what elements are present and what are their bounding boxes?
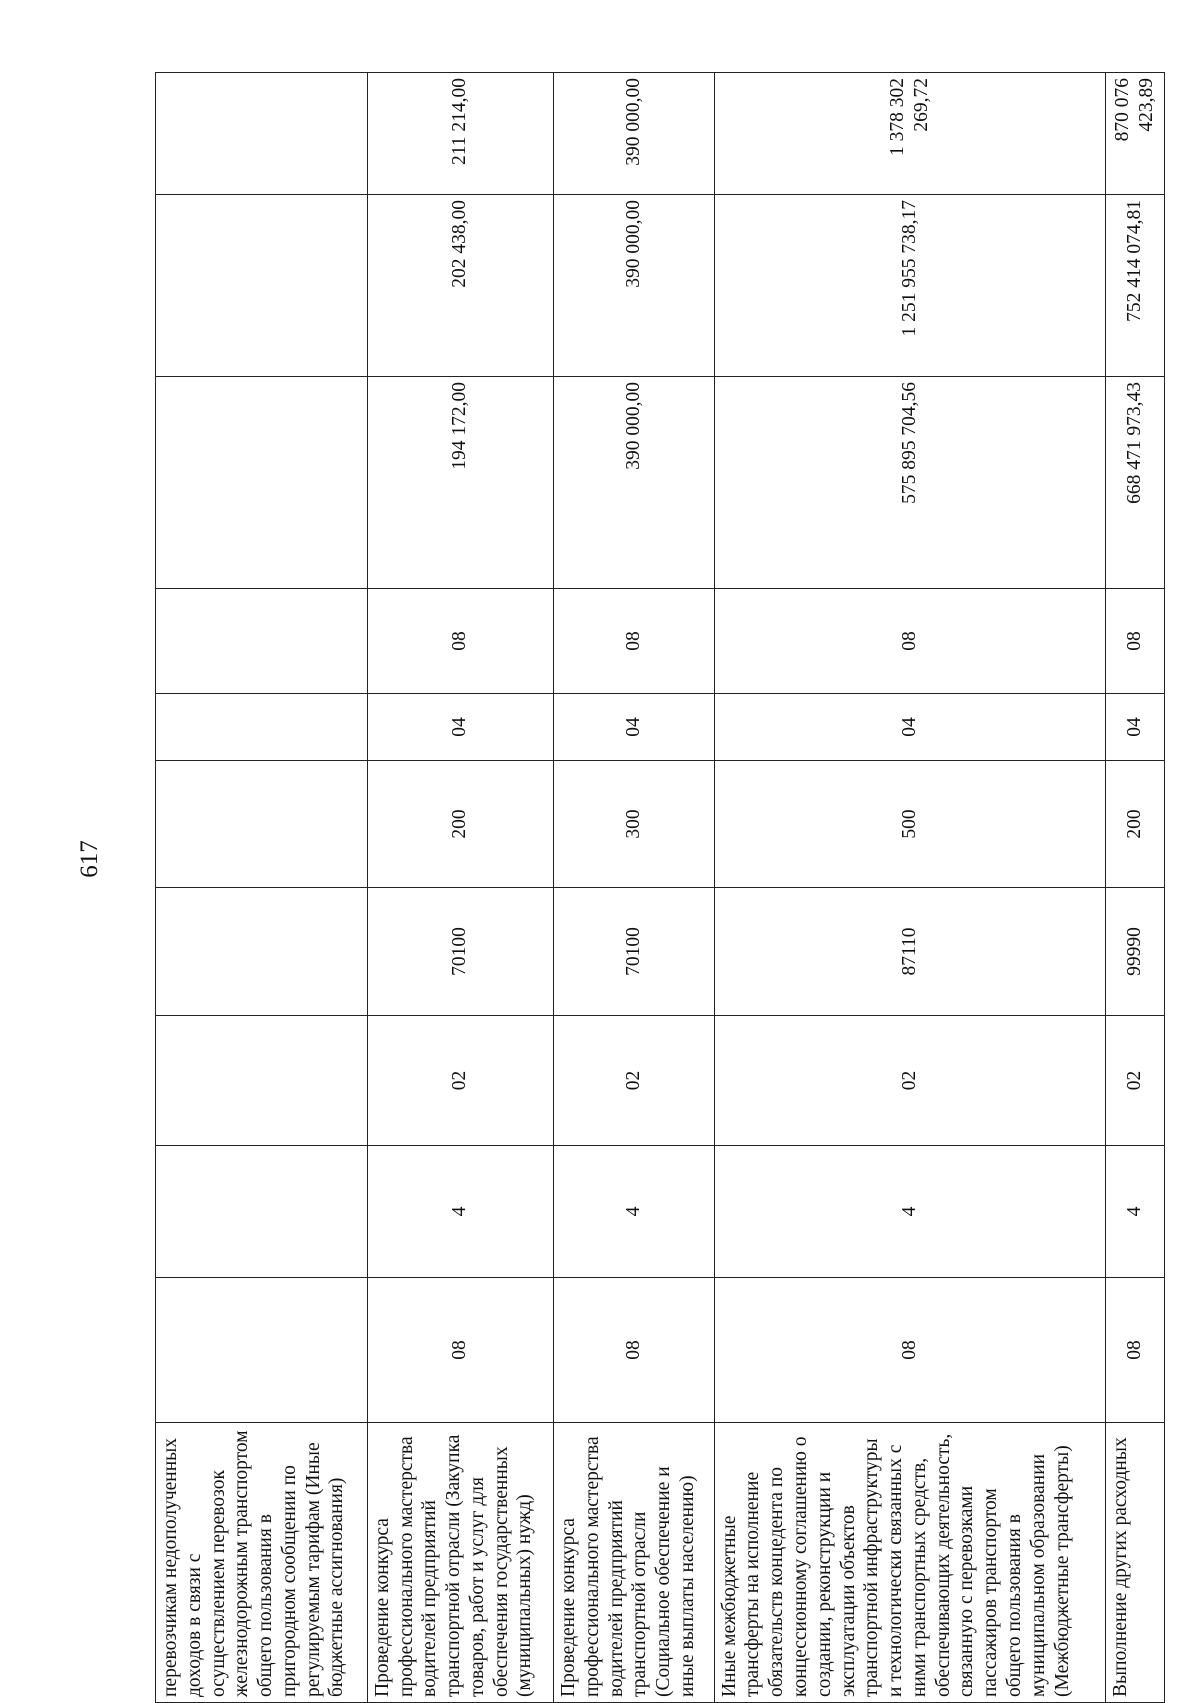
cell-pr: 02 — [553, 1016, 714, 1146]
row-description: перевозчикам недополученных доходов в связи с осуществлением перевозок железнодорожным транспортом общего пользования в пригородном сообщении по регулируемым тарифам (Иные бюджетные ассигнования) — [156, 1423, 368, 1703]
cell-c7: 08 — [553, 589, 714, 694]
cell-pr: 02 — [1106, 1016, 1165, 1146]
cell-csr: 99990 — [1106, 888, 1165, 1016]
cell-sum-1 — [156, 377, 368, 589]
budget-table — [155, 72, 1165, 1703]
cell-vr: 300 — [553, 761, 714, 888]
cell-c6: 04 — [714, 694, 1106, 761]
row-description: Выполнение других расходных — [1106, 1423, 1165, 1703]
cell-sum-3 — [156, 73, 368, 195]
cell-sum-1: 668 471 973,43 — [1106, 377, 1165, 589]
cell-csr: 87110 — [714, 888, 1106, 1016]
cell-sum-2: 202 438,00 — [367, 195, 553, 377]
cell-sum-1: 390 000,00 — [553, 377, 714, 589]
cell-rz — [156, 1146, 368, 1278]
cell-pr — [156, 1016, 368, 1146]
cell-c6: 04 — [553, 694, 714, 761]
row-description: Проведение конкурса профессионального мастерства водителей предприятий транспортной отрасли (Закупка товаров, работ и услуг для обеспечения государственных (муниципальных) нужд) — [367, 1423, 553, 1703]
cell-c6 — [156, 694, 368, 761]
cell-ved — [156, 1278, 368, 1423]
cell-ved: 08 — [553, 1278, 714, 1423]
cell-rz: 4 — [367, 1146, 553, 1278]
cell-c7: 08 — [1106, 589, 1165, 694]
cell-csr — [156, 888, 368, 1016]
cell-c6: 04 — [367, 694, 553, 761]
page-number: 617 — [76, 840, 103, 878]
cell-pr: 02 — [367, 1016, 553, 1146]
cell-c7: 08 — [367, 589, 553, 694]
cell-sum-1: 575 895 704,56 — [714, 377, 1106, 589]
cell-vr: 200 — [1106, 761, 1165, 888]
budget-table-wrapper — [155, 73, 1165, 1703]
cell-sum-2: 1 251 955 738,17 — [714, 195, 1106, 377]
table-row — [553, 73, 714, 1703]
row-description: Иные межбюджетные трансферты на исполнение обязательств концедента по концессионному соглашению о создании, реконструкции и эксплуатации объектов транспортной инфраструктуры и технологически связанных с ними транспортных средств, обеспечивающих деятельность, связанную с перевозками пассажиров транспортом общего пользования в муниципальном образовании (Межбюджетные трансферты) — [714, 1423, 1106, 1703]
cell-vr: 200 — [367, 761, 553, 888]
cell-ved: 08 — [1106, 1278, 1165, 1423]
cell-sum-2: 752 414 074,81 — [1106, 195, 1165, 377]
cell-c6: 04 — [1106, 694, 1165, 761]
table-row — [714, 73, 1106, 1703]
cell-c7 — [156, 589, 368, 694]
cell-sum-3: 211 214,00 — [367, 73, 553, 195]
cell-rz: 4 — [1106, 1146, 1165, 1278]
cell-ved: 08 — [714, 1278, 1106, 1423]
cell-rz: 4 — [714, 1146, 1106, 1278]
cell-csr: 70100 — [367, 888, 553, 1016]
table-row — [367, 73, 553, 1703]
cell-rz: 4 — [553, 1146, 714, 1278]
cell-csr: 70100 — [553, 888, 714, 1016]
cell-c7: 08 — [714, 589, 1106, 694]
table-row — [1106, 73, 1165, 1703]
cell-sum-2 — [156, 195, 368, 377]
cell-sum-3: 870 076 423,89 — [1106, 73, 1165, 195]
cell-sum-3: 1 378 302 269,72 — [714, 73, 1106, 195]
cell-pr: 02 — [714, 1016, 1106, 1146]
cell-sum-2: 390 000,00 — [553, 195, 714, 377]
cell-vr: 500 — [714, 761, 1106, 888]
cell-sum-1: 194 172,00 — [367, 377, 553, 589]
table-row — [156, 73, 368, 1703]
row-description: Проведение конкурса профессионального мастерства водителей предприятий транспортной отрасли (Социальное обеспечение и иные выплаты населению) — [553, 1423, 714, 1703]
cell-ved: 08 — [367, 1278, 553, 1423]
cell-vr — [156, 761, 368, 888]
cell-sum-3: 390 000,00 — [553, 73, 714, 195]
